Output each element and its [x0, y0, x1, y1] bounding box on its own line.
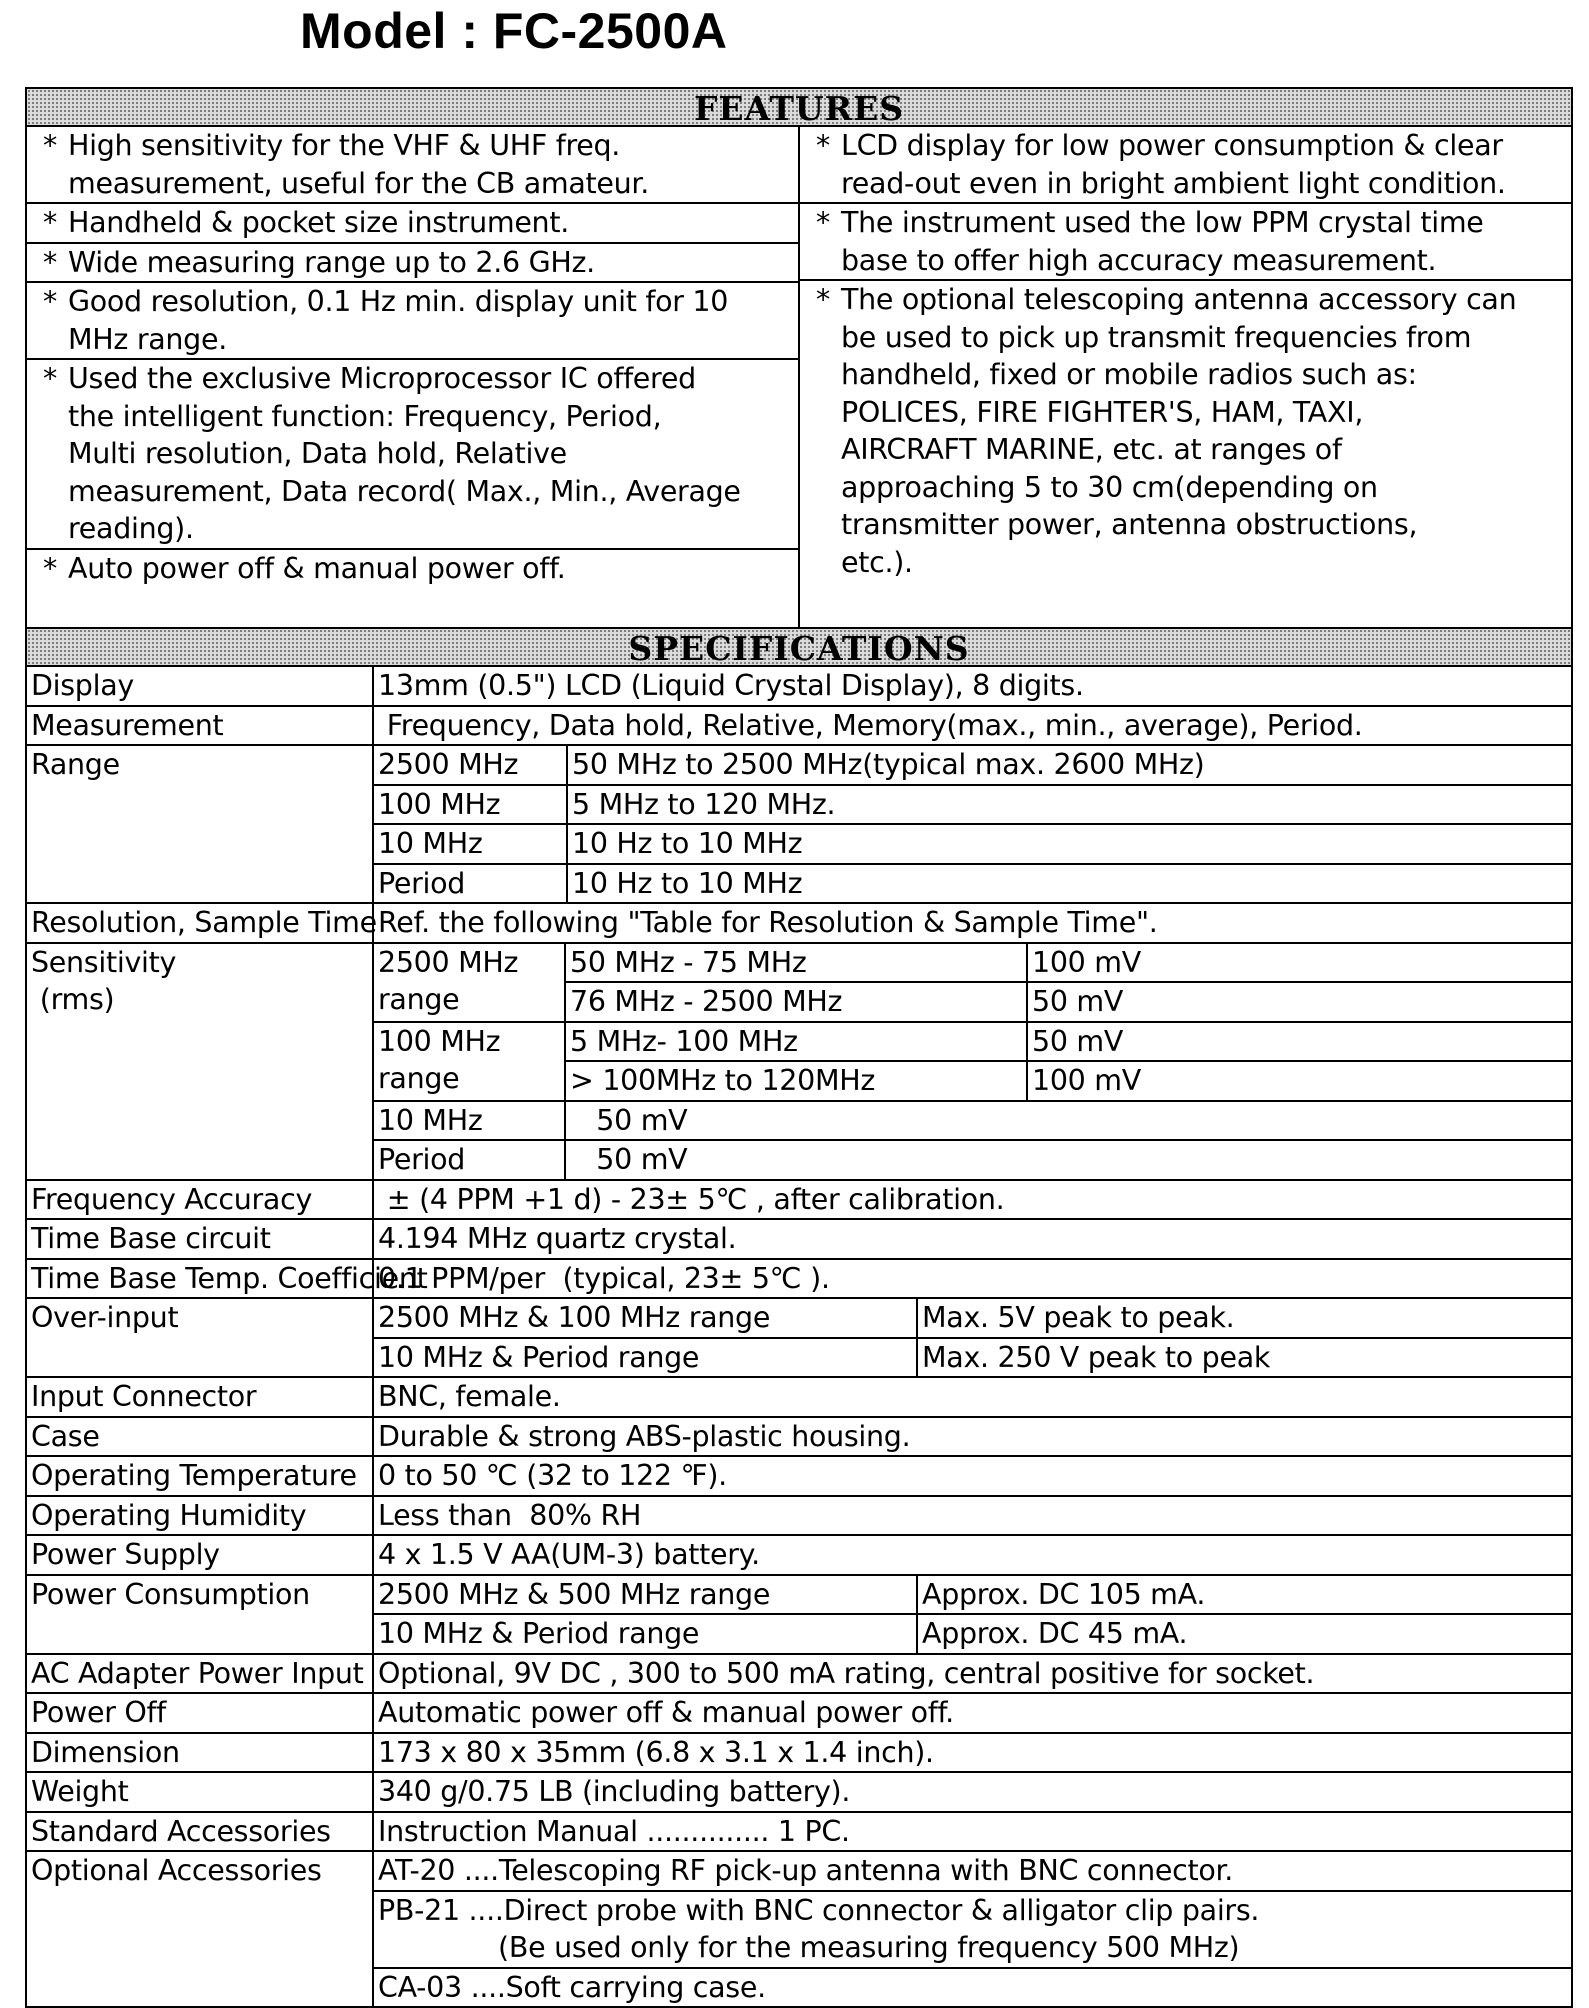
- spec-label: Operating Temperature: [27, 1457, 374, 1495]
- sensitivity-freq: > 100MHz to 120MHz: [566, 1062, 1028, 1100]
- feature-item: * The optional telescoping antenna accessory can be used to pick up transmit frequencies from handheld, fixed or mobile radios such as: POLICES, FIRE FIGHTER'S, HAM, TAXI, AIRCRAFT MARINE, etc. at ranges of approaching 5 to 30 cm(depending on transmitter power, antenna obstructions, etc.).: [816, 283, 1517, 579]
- features-section: [25, 87, 1573, 631]
- accessory-at20: AT-20 ....Telescoping RF pick-up antenna with BNC connector.: [378, 1854, 1234, 1887]
- spec-value: 0.1 PPM/per (typical, 23± 5℃ ).: [378, 1261, 830, 1295]
- sensitivity-range-name: range: [378, 983, 460, 1016]
- spec-row-dimension: [27, 1734, 1571, 1774]
- spec-row-input-connector: [27, 1378, 1571, 1418]
- spec-label: Dimension: [27, 1734, 374, 1772]
- spec-row-operating-temperature: [27, 1457, 1571, 1497]
- spec-label: Measurement: [27, 707, 374, 745]
- spec-row-time-base-circuit: [27, 1220, 1571, 1260]
- over-input-range: 2500 MHz & 100 MHz range: [378, 1301, 771, 1334]
- sensitivity-group: [374, 1021, 1571, 1100]
- spec-row-standard-accessories: [27, 1813, 1571, 1853]
- sensitivity-level: 50 mV: [1032, 985, 1124, 1018]
- range-name: Period: [378, 866, 466, 900]
- sensitivity-group: [374, 1100, 1571, 1140]
- sensitivity-range-name: Period: [378, 1143, 466, 1176]
- spec-value: 340 g/0.75 LB (including battery).: [378, 1775, 851, 1808]
- spec-row-resolution: [27, 904, 1571, 944]
- spec-row-range: [27, 746, 1571, 904]
- feature-item: * Used the exclusive Microprocessor IC offered the intelligent function: Frequency, Period, Multi resolution, Data hold, Relative measurement, Data record( Max., Min., Average reading).: [27, 360, 798, 550]
- spec-label: Standard Accessories: [27, 1813, 374, 1851]
- spec-value: ± (4 PPM +1 d) - 23± 5℃ , after calibration.: [378, 1182, 1005, 1216]
- features-body: [25, 127, 1573, 631]
- page-title: Model : FC-2500A: [300, 3, 728, 59]
- spec-value: Less than 80% RH: [378, 1498, 642, 1532]
- accessory-pb21-note: (Be used only for the measuring frequency 500 MHz): [498, 1931, 1240, 1964]
- spec-value: 4 x 1.5 V AA(UM-3) battery.: [378, 1538, 760, 1571]
- spec-value: Ref. the following "Table for Resolution & Sample Time".: [378, 906, 1158, 939]
- range-value: 10 Hz to 10 MHz: [566, 865, 1571, 903]
- spec-label: AC Adapter Power Input: [27, 1655, 374, 1693]
- spec-label: Frequency Accuracy: [27, 1181, 374, 1219]
- feature-item: * High sensitivity for the VHF & UHF freq. measurement, useful for the CB amateur.: [27, 127, 798, 204]
- spec-value: Frequency, Data hold, Relative, Memory(max., min., average), Period.: [378, 708, 1363, 742]
- feature-item: * Good resolution, 0.1 Hz min. display unit for 10 MHz range.: [27, 283, 798, 360]
- spec-label: Power Off: [27, 1694, 374, 1732]
- power-consumption-range: 10 MHz & Period range: [378, 1617, 700, 1650]
- feature-item: * LCD display for low power consumption & clear read-out even in bright ambient light condition.: [800, 127, 1571, 204]
- spec-value: 173 x 80 x 35mm (6.8 x 3.1 x 1.4 inch).: [378, 1735, 934, 1769]
- spec-row-power-consumption: [27, 1576, 1571, 1655]
- sensitivity-group: [374, 1139, 1571, 1179]
- spec-row-case: [27, 1418, 1571, 1458]
- specifications-header: SPECIFICATIONS: [25, 627, 1573, 667]
- spec-value: Instruction Manual .............. 1 PC.: [378, 1814, 850, 1848]
- spec-row-display: [27, 667, 1571, 707]
- sensitivity-level: 50 mV: [570, 1103, 688, 1137]
- feature-item: * Auto power off & manual power off.: [43, 551, 566, 585]
- spec-value: Automatic power off & manual power off.: [378, 1696, 954, 1729]
- spec-value: 4.194 MHz quartz crystal.: [378, 1222, 737, 1255]
- specifications-section: [25, 627, 1573, 2008]
- range-name: 2500 MHz: [378, 748, 519, 781]
- specifications-table: [25, 667, 1573, 2008]
- spec-row-optional-accessories: [27, 1852, 1571, 2006]
- spec-label: Case: [27, 1418, 374, 1456]
- features-left-column: [27, 127, 800, 629]
- range-name: 100 MHz: [378, 787, 501, 821]
- spec-row-power-supply: [27, 1536, 1571, 1576]
- power-consumption-value: Approx. DC 45 mA.: [916, 1615, 1571, 1653]
- sensitivity-freq: 50 MHz - 75 MHz: [566, 944, 1028, 982]
- sensitivity-level: 50 mV: [570, 1143, 688, 1176]
- sensitivity-level: 100 mV: [1032, 1064, 1141, 1097]
- features-header: FEATURES: [25, 87, 1573, 127]
- spec-row-sensitivity: [27, 944, 1571, 1181]
- power-consumption-range: 2500 MHz & 500 MHz range: [378, 1577, 771, 1611]
- spec-label: Resolution, Sample Time: [27, 904, 374, 942]
- sensitivity-range-name: range: [378, 1062, 460, 1095]
- spec-row-time-base-temp: [27, 1260, 1571, 1300]
- sensitivity-level: 100 mV: [1032, 945, 1141, 979]
- over-input-value: Max. 5V peak to peak.: [916, 1299, 1571, 1337]
- feature-item: * Handheld & pocket size instrument.: [27, 204, 798, 244]
- spec-label: Display: [27, 667, 374, 705]
- spec-label: Input Connector: [27, 1378, 374, 1416]
- feature-item: * The instrument used the low PPM crystal time base to offer high accuracy measurement.: [800, 204, 1571, 281]
- spec-value: Optional, 9V DC , 300 to 500 mA rating, central positive for socket.: [378, 1656, 1315, 1690]
- spec-label: Weight: [27, 1773, 374, 1811]
- accessory-ca03: CA-03 ....Soft carrying case.: [378, 1970, 766, 2004]
- spec-label: Power Supply: [27, 1536, 374, 1574]
- spec-row-frequency-accuracy: [27, 1181, 1571, 1221]
- range-value: 10 Hz to 10 MHz: [566, 825, 1571, 863]
- spec-label: Sensitivity (rms): [27, 944, 374, 1179]
- spec-row-operating-humidity: [27, 1497, 1571, 1537]
- spec-row-weight: [27, 1773, 1571, 1813]
- sensitivity-freq: 5 MHz- 100 MHz: [566, 1023, 1028, 1061]
- spec-row-over-input: [27, 1299, 1571, 1378]
- feature-item: * Wide measuring range up to 2.6 GHz.: [27, 244, 798, 284]
- spec-label: Time Base circuit: [27, 1220, 374, 1258]
- spec-value: Durable & strong ABS-plastic housing.: [378, 1419, 911, 1453]
- accessory-pb21: PB-21 ....Direct probe with BNC connector & alligator clip pairs.: [378, 1893, 1260, 1927]
- over-input-value: Max. 250 V peak to peak: [916, 1339, 1571, 1377]
- spec-row-power-off: [27, 1694, 1571, 1734]
- sensitivity-range-name: 10 MHz: [378, 1103, 483, 1137]
- over-input-range: 10 MHz & Period range: [378, 1340, 700, 1374]
- sensitivity-group: [374, 944, 1571, 1021]
- spec-value: 13mm (0.5") LCD (Liquid Crystal Display), 8 digits.: [378, 669, 1084, 702]
- sensitivity-range-name: 100 MHz: [378, 1024, 501, 1058]
- range-name: 10 MHz: [378, 827, 483, 860]
- spec-value: BNC, female.: [378, 1380, 561, 1413]
- spec-value: 0 to 50 ℃ (32 to 122 ℉).: [378, 1459, 727, 1492]
- spec-label: Over-input: [27, 1299, 374, 1376]
- spec-label: Time Base Temp. Coefficient: [27, 1260, 374, 1298]
- spec-label: Range: [27, 746, 374, 902]
- spec-label: Power Consumption: [27, 1576, 374, 1653]
- sensitivity-freq: 76 MHz - 2500 MHz: [566, 983, 1028, 1021]
- sensitivity-range-name: 2500 MHz: [378, 945, 519, 979]
- sensitivity-level: 50 mV: [1032, 1024, 1124, 1058]
- features-right-column: [800, 127, 1571, 629]
- power-consumption-value: Approx. DC 105 mA.: [916, 1576, 1571, 1614]
- range-value: 5 MHz to 120 MHz.: [566, 786, 1571, 824]
- spec-label: Operating Humidity: [27, 1497, 374, 1535]
- spec-row-measurement: [27, 707, 1571, 747]
- spec-label: Optional Accessories: [27, 1852, 374, 2006]
- spec-row-ac-adapter: [27, 1655, 1571, 1695]
- range-value: 50 MHz to 2500 MHz(typical max. 2600 MHz): [566, 746, 1571, 784]
